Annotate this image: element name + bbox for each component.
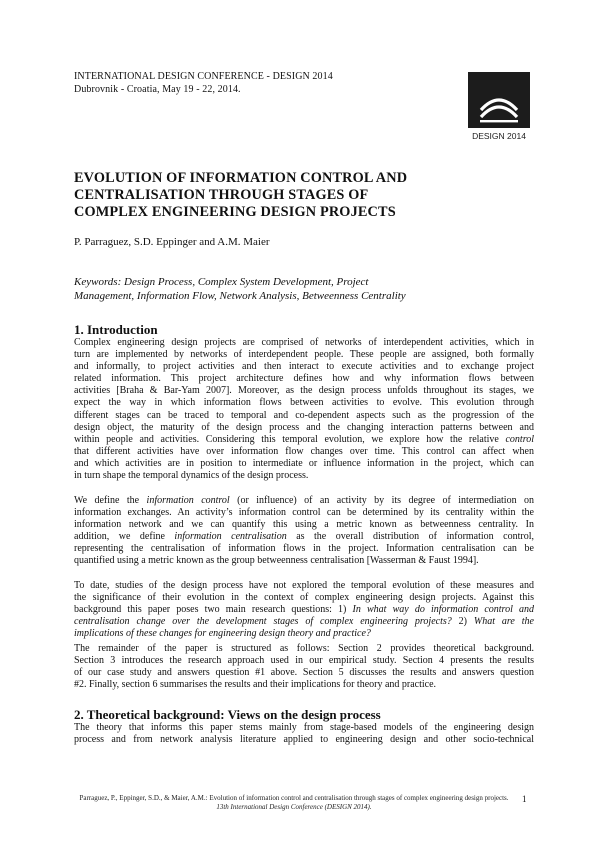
text-line: information network and we can quantify this using a metric known as betweenness centrality. In [74, 519, 534, 531]
text-span: addition, we define [74, 531, 175, 543]
text-line: information exchanges. An activity’s information control can be determined by its centrality within the [74, 507, 534, 519]
text-line: and informally, to project activities and then interact to execute activities and to exchange project [74, 361, 534, 373]
text-line [74, 434, 534, 446]
keywords-line: Management, Information Flow, Network Analysis, Betweenness Centrality [74, 289, 406, 302]
text-line: that different activities have over information flow changes over time. This control can affect when [74, 445, 534, 457]
section-heading-theoretical-background: 2. Theoretical background: Views on the design process [74, 707, 381, 722]
text-span: as the overall distribution of information control, [286, 531, 534, 543]
text-span: background this paper poses two main research questions: 1) [74, 604, 353, 616]
text-line: different stages can be traced to temporal and co-dependent aspects such as the progression of the [74, 409, 534, 421]
conference-name: INTERNATIONAL DESIGN CONFERENCE - DESIGN 2014 [74, 71, 333, 82]
paragraph-introduction-3 [74, 580, 534, 640]
text-line: The theory that informs this paper stems mainly from stage-based models of the engineering design [74, 722, 534, 733]
title-line: CENTRALISATION THROUGH STAGES OF [74, 187, 369, 203]
text-line: of our case study and answers question #1 above. Section 5 discusses the results and answers question [74, 667, 534, 679]
title-line: EVOLUTION OF INFORMATION CONTROL AND [74, 170, 408, 186]
italic-span: In what way do information control and [352, 604, 534, 616]
paragraph-introduction-4 [74, 643, 534, 691]
text-line: To date, studies of the design process have not explored the temporal evolution of these measures and [74, 580, 534, 591]
text-line: in turn shape the temporal dynamics of the design process. [74, 470, 309, 482]
paragraph-introduction-1 [74, 337, 534, 482]
italic-span: information centralisation [174, 531, 287, 543]
text-line: representing the centralisation of information flows in the project. Information centralisation can be [74, 543, 534, 555]
text-line [74, 531, 534, 543]
text-line [74, 628, 534, 640]
italic-span: centralisation change over the development stages of complex engineering projects? [74, 616, 452, 628]
text-span: (or influence) of an activity by its degree of intermediation on [229, 495, 535, 506]
text-span: 2) [451, 616, 474, 628]
conference-location: Dubrovnik - Croatia, May 19 - 22, 2014. [74, 84, 241, 95]
text-line: quantified using a metric known as the group betweenness centralisation [Wasserman & Faust 1994]. [74, 555, 479, 567]
paragraph-introduction-2 [74, 495, 534, 568]
italic-span: information control [146, 495, 230, 506]
text-line: turn are implemented by networks of interdependent people. These people are assigned, both formally [74, 349, 534, 361]
text-line: Complex engineering design projects are comprised of networks of interdependent activities, which in [74, 337, 534, 348]
page-footer [74, 794, 514, 812]
footer-citation: Parraguez, P., Eppinger, S.D., & Maier, A.M.: Evolution of information control and centralisation through stages of complex engineering design projects. [79, 794, 509, 802]
text-line [74, 604, 534, 616]
logo-caption: DESIGN 2014 [472, 131, 526, 141]
italic-span: control [505, 433, 534, 445]
italic-span: implications of these changes for engineering design theory and practice? [74, 628, 371, 640]
text-line: design object, the maturity of the design process and the changing interaction patterns between and [74, 421, 534, 433]
text-line: and which activities are in position to intermediate or influence information in the project, which can [74, 457, 534, 469]
paper-title [74, 170, 514, 221]
title-line: COMPLEX ENGINEERING DESIGN PROJECTS [74, 204, 396, 220]
text-line: expect the way in which information flows between activities to evolve. This evolution through [74, 397, 534, 409]
keywords [74, 276, 534, 303]
text-line [74, 616, 534, 628]
text-line: The remainder of the paper is structured as follows: Section 2 provides theoretical background. [74, 643, 534, 654]
text-span: We define the [74, 495, 147, 506]
text-span: within people and activities. Considering this temporal evolution, we explore how the relative [74, 433, 506, 445]
text-line: #2. Finally, section 6 summarises the results and their implications for theory and practice. [74, 679, 437, 691]
text-line [74, 495, 534, 507]
authors: P. Parraguez, S.D. Eppinger and A.M. Maier [74, 236, 270, 248]
text-line: related information. This project architecture defines how and why information flows between [74, 373, 534, 385]
paragraph-theoretical-1 [74, 722, 534, 746]
keywords-line: Keywords: Design Process, Complex System Development, Project [74, 276, 369, 288]
conference-header [74, 70, 333, 96]
footer-conference: 13th International Design Conference (DESIGN 2014). [216, 803, 372, 811]
text-line: the significance of their evolution in the context of complex engineering design projects. Against this [74, 592, 534, 604]
text-line: process and from network analysis literature applied to engineering design and other socio-technical [74, 734, 534, 746]
design-logo-icon [468, 72, 530, 128]
section-heading-introduction: 1. Introduction [74, 322, 158, 337]
text-line: Section 3 introduces the research approach used in our empirical study. Section 4 presents the results [74, 655, 534, 667]
page-number: 1 [522, 794, 527, 804]
italic-span: What are the [473, 616, 534, 628]
text-line: activities [Braha & Bar-Yam 2007]. Moreover, as the design process unfolds throughout its stages, we [74, 385, 534, 397]
